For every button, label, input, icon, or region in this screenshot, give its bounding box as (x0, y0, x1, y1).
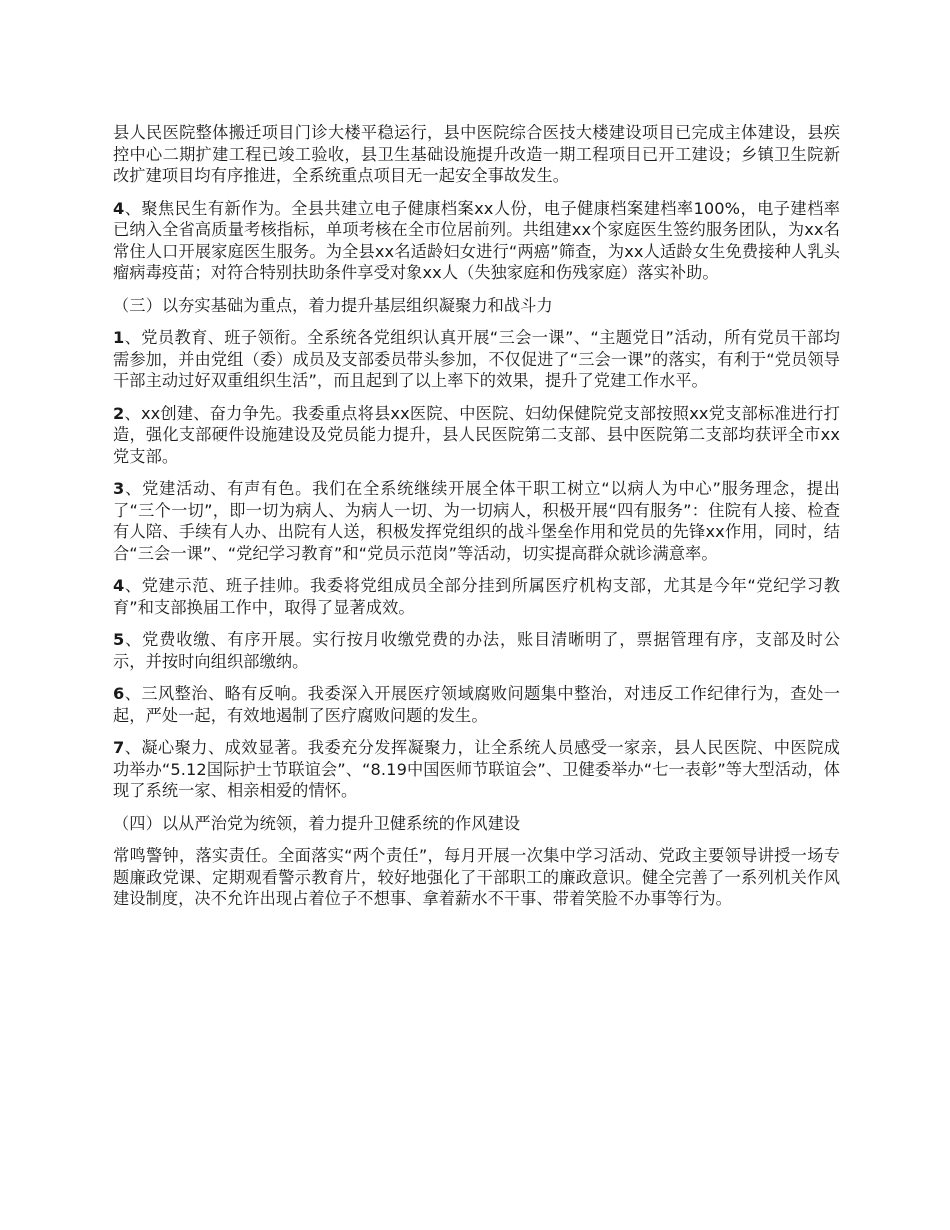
paragraph-three-styles (113, 683, 840, 726)
paragraph-text: 、凝心聚力、成效显著。我委充分发挥凝聚力，让全系统人员感受一家亲，县人民医院、中医院成功举办“5.12国际护士节联谊会”、“8.19中国医师节联谊会”、卫健委举办“七一表彰”等大型活动，体现了系统一家、相亲相爱的情怀。 (113, 738, 840, 800)
paragraph-party-activities (113, 478, 840, 564)
item-number: 4 (113, 198, 125, 218)
paragraph-text: 、xx创建、奋力争先。我委重点将县xx医院、中医院、妇幼保健院党支部按照xx党支部标准进行打造，强化支部硬件设施建设及党员能力提升，县人民医院第二支部、县中医院第二支部均获评全市xx党支部。 (113, 403, 840, 466)
paragraph-text: 、党费收缴、有序开展。实行按月收缴党费的办法，账目清晰明了，票据管理有序，支部及时公示，并按时向组织部缴纳。 (113, 630, 840, 671)
paragraph-text: 县人民医院整体搬迁项目门诊大楼平稳运行，县中医院综合医技大楼建设项目已完成主体建设，县疾控中心二期扩建工程已竣工验收，县卫生基础设施提升改造一期工程项目已开工建设；乡镇卫生院新改扩建项目均有序推进，全系统重点项目无一起安全事故发生。 (113, 123, 840, 185)
paragraph-livelihood (113, 198, 840, 284)
paragraph-branch-creation (113, 403, 840, 468)
item-number: 3 (113, 479, 125, 498)
paragraph-warning (113, 845, 840, 910)
paragraph-party-fees (113, 629, 840, 672)
section-heading-4: （四）以从严治党为统领，着力提升卫健系统的作风建设 (113, 813, 521, 833)
paragraph-text: 常鸣警钟，落实责任。全面落实“两个责任”，每月开展一次集中学习活动、党政主要领导讲授一场专题廉政党课、定期观看警示教育片，较好地强化了干部职工的廉政意识。健全完善了一系列机关作风建设制度，决不允许出现占着位子不想事、拿着薪水不干事、带着笑脸不办事等行为。 (113, 846, 840, 908)
item-number: 1 (113, 328, 125, 347)
section-heading-3: （三）以夯实基础为重点，着力提升基层组织凝聚力和战斗力 (113, 295, 553, 315)
paragraph-text: 、聚焦民生有新作为。全县共建立电子健康档案xx人份，电子健康档案建档率100%，电子建档率已纳入全省高质量考核指标，单项考核在全市位居前列。共组建xx个家庭医生签约服务团队，为xx名常住人口开展家庭医生服务。为全县xx名适龄妇女进行“两癌”筛查，为xx人适龄女生免费接种人乳头瘤病毒疫苗；对符合特别扶助条件享受对象xx人（失独家庭和伤残家庭）落实补助。 (113, 198, 840, 282)
paragraph-text: 、党员教育、班子领衔。全系统各党组织认真开展“三会一课”、“主题党日”活动，所有党员干部均需参加，并由党组（委）成员及支部委员带头参加，不仅促进了“三会一课”的落实，有利于“党员领导干部主动过好双重组织生活”，而且起到了以上率下的效果，提升了党建工作水平。 (113, 328, 840, 390)
paragraph-demonstration (113, 575, 840, 618)
item-number: 5 (113, 630, 125, 649)
paragraph-text: 、三风整治、略有反响。我委深入开展医疗领域腐败问题集中整治，对违反工作纪律行为，查处一起，严处一起，有效地遏制了医疗腐败问题的发生。 (113, 684, 840, 725)
paragraph-text: 、党建活动、有声有色。我们在全系统继续开展全体干职工树立“以病人为中心”服务理念，提出了“三个一切”，即一切为病人、为病人一切、为一切病人，积极开展“四有服务”：住院有人接、检查有人陪、手续有人办、出院有人送，积极发挥党组织的战斗堡垒作用和党员的先锋xx作用，同时，结合“三会一课”、“党纪学习教育”和“党员示范岗”等活动，切实提高群众就诊满意率。 (113, 479, 840, 563)
item-number: 2 (113, 403, 125, 423)
paragraph-party-education (113, 327, 840, 392)
item-number: 7 (113, 738, 125, 757)
paragraph-text: 、党建示范、班子挂帅。我委将党组成员全部分挂到所属医疗机构支部，尤其是今年“党纪学习教育”和支部换届工作中，取得了显著成效。 (113, 576, 840, 617)
paragraph-projects (113, 122, 840, 187)
item-number: 6 (113, 684, 125, 703)
paragraph-cohesion (113, 737, 840, 802)
item-number: 4 (113, 576, 125, 595)
document-body (113, 122, 840, 921)
